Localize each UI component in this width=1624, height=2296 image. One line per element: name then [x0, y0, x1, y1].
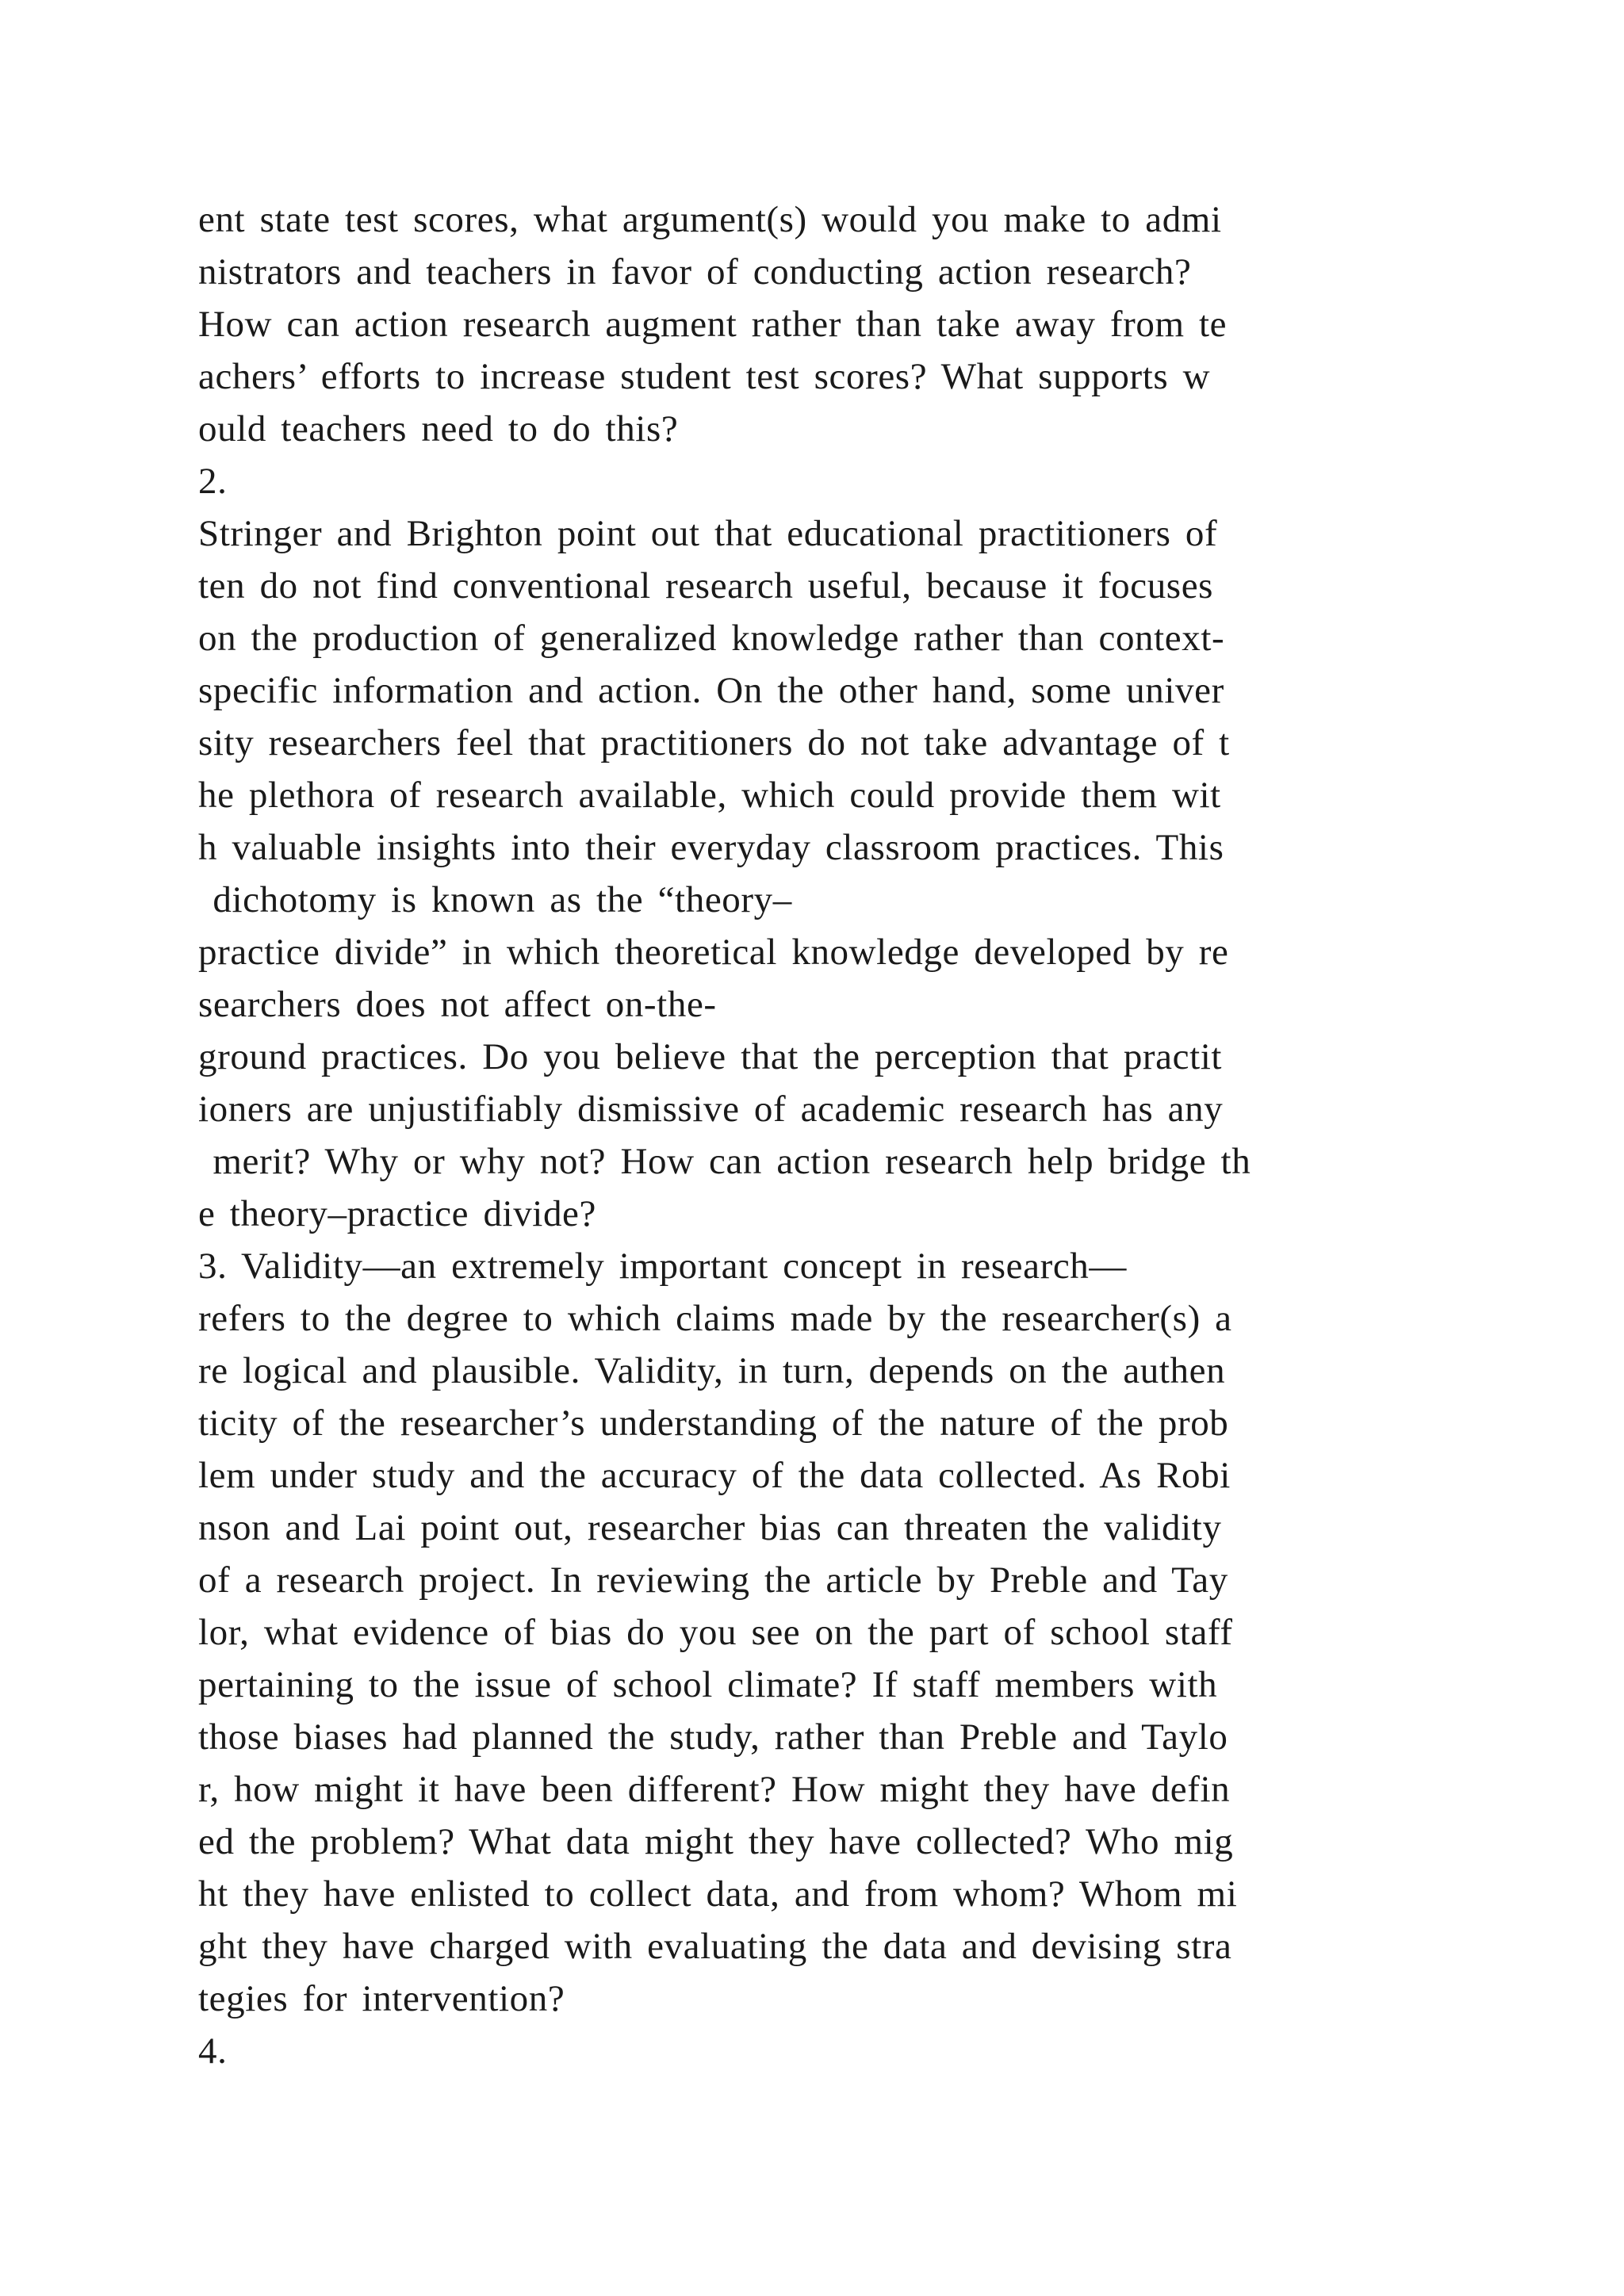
text-line: ent state test scores, what argument(s) would you make to admi	[198, 199, 1222, 240]
text-line: specific information and action. On the other hand, some univer	[198, 670, 1224, 711]
text-line: nistrators and teachers in favor of conducting action research?	[198, 251, 1192, 293]
text-line: he plethora of research available, which could provide them wit	[198, 775, 1221, 816]
text-line: lem under study and the accuracy of the data collected. As Robi	[198, 1455, 1231, 1496]
text-line: e theory–practice divide?	[198, 1193, 596, 1234]
text-line: tegies for intervention?	[198, 1978, 565, 2019]
text-line: dichotomy is known as the “theory–	[198, 879, 792, 920]
text-line: lor, what evidence of bias do you see on the part of school staff	[198, 1612, 1233, 1653]
text-line: Stringer and Brighton point out that educational practitioners of	[198, 513, 1218, 554]
text-line: ould teachers need to do this?	[198, 408, 679, 450]
text-line: 3. Validity—an extremely important concept in research—	[198, 1246, 1127, 1287]
document-text-body	[198, 193, 1435, 2077]
text-line: h valuable insights into their everyday classroom practices. This	[198, 827, 1224, 868]
text-line: refers to the degree to which claims made by the researcher(s) a	[198, 1298, 1232, 1339]
question-number: 2.	[198, 461, 228, 502]
text-line: re logical and plausible. Validity, in turn, depends on the authen	[198, 1350, 1226, 1391]
text-line: ght they have charged with evaluating the data and devising stra	[198, 1926, 1232, 1967]
text-line: How can action research augment rather than take away from te	[198, 304, 1228, 345]
text-line: ed the problem? What data might they have collected? Who mig	[198, 1821, 1234, 1862]
text-line: practice divide” in which theoretical knowledge developed by re	[198, 932, 1229, 973]
text-line: ht they have enlisted to collect data, and from whom? Whom mi	[198, 1873, 1238, 1915]
text-line: pertaining to the issue of school climate? If staff members with	[198, 1664, 1218, 1705]
text-line: ioners are unjustifiably dismissive of academic research has any	[198, 1089, 1224, 1130]
text-line: ticity of the researcher’s understanding of the nature of the prob	[198, 1402, 1229, 1444]
text-line: ten do not find conventional research useful, because it focuses	[198, 565, 1214, 607]
text-line: on the production of generalized knowledge rather than context-	[198, 618, 1225, 659]
text-line: of a research project. In reviewing the article by Preble and Tay	[198, 1559, 1228, 1601]
question-number: 4.	[198, 2030, 228, 2072]
text-line: r, how might it have been different? How might they have defin	[198, 1769, 1231, 1810]
text-line: nson and Lai point out, researcher bias can threaten the validity	[198, 1507, 1222, 1548]
text-line: searchers does not affect on-the-	[198, 984, 717, 1025]
text-line: merit? Why or why not? How can action research help bridge th	[198, 1141, 1251, 1182]
text-line: sity researchers feel that practitioners do not take advantage of t	[198, 722, 1230, 763]
text-line: ground practices. Do you believe that the perception that practit	[198, 1036, 1223, 1077]
text-line: those biases had planned the study, rather than Preble and Taylo	[198, 1716, 1228, 1758]
text-line: achers’ efforts to increase student test scores? What supports w	[198, 356, 1211, 397]
